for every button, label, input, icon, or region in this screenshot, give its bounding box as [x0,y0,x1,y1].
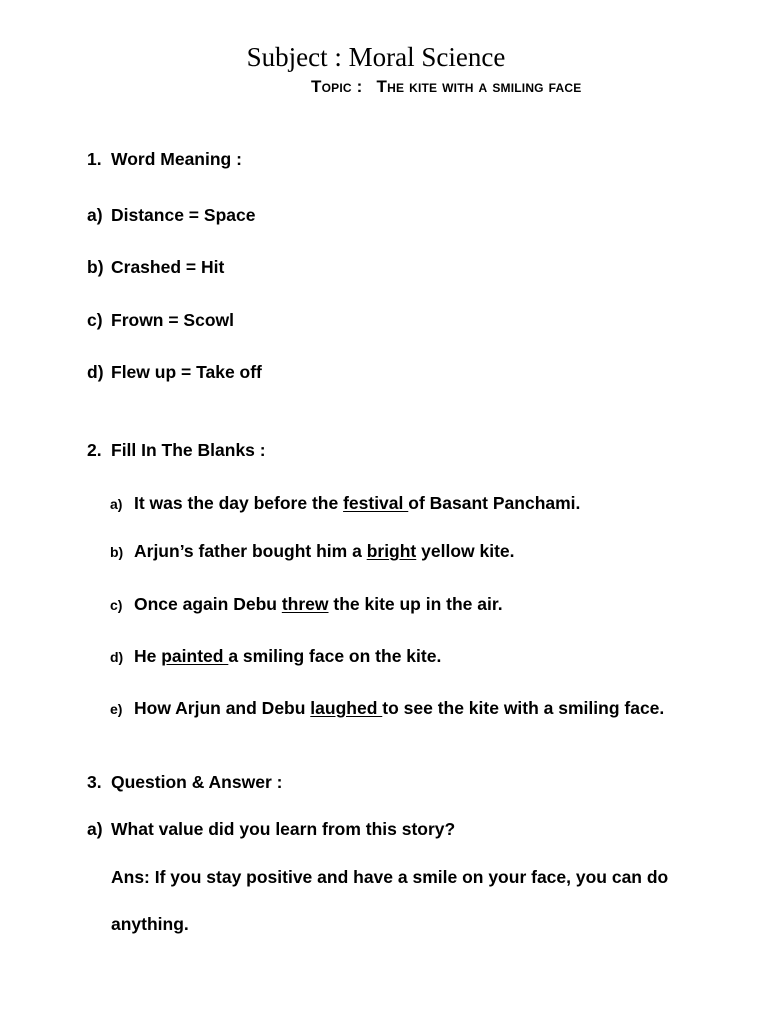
item-mark: b) [87,257,104,277]
section-3-heading [87,772,282,793]
section-heading-text: Question & Answer : [111,772,283,792]
word-meaning-item [87,310,234,331]
answer-line-1: Ans: If you stay positive and have a smile on your face, you can do [111,867,669,887]
blank-answer: festival [343,493,409,513]
item-mark: a) [110,496,123,512]
fill-blank-item [110,594,503,615]
section-number: 1. [87,149,102,169]
sentence-start: Once again Debu [134,594,282,614]
section-1-heading [87,149,242,170]
section-2-heading [87,440,266,461]
item-mark: c) [110,597,123,613]
question-text: What value did you learn from this story? [111,819,456,839]
blank-answer: bright [366,541,417,561]
item-mark: b) [110,544,124,560]
sentence-end: the kite up in the air. [328,594,503,614]
word-meaning-item [87,205,255,226]
topic-line [311,77,581,97]
sentence-end: yellow kite. [416,541,515,561]
section-heading-text: Fill In The Blanks : [111,440,266,460]
blank-answer: threw [281,594,329,614]
subject-title: Subject : Moral Science [246,42,506,72]
topic-label: Topic : [311,77,363,96]
fill-blank-item [110,646,441,667]
fill-blank-item [110,493,580,514]
item-mark: a) [87,819,103,839]
answer-line-2: anything. [111,914,189,934]
item-mark: a) [87,205,103,225]
word-meaning-item [87,362,262,383]
word-meaning-item [87,257,224,278]
item-text: Distance = Space [111,205,256,225]
sentence-end: a smiling face on the kite. [228,646,442,666]
item-text: Crashed = Hit [111,257,225,277]
section-number: 3. [87,772,102,792]
item-mark: d) [110,649,124,665]
item-mark: c) [87,310,103,330]
sentence-start: How Arjun and Debu [134,698,311,718]
blank-answer: laughed [310,698,383,718]
item-text: Flew up = Take off [111,362,262,382]
sentence-start: It was the day before the [134,493,344,513]
sentence-start: Arjun’s father bought him a [134,541,367,561]
item-mark: d) [87,362,104,382]
question-item [87,819,455,840]
fill-blank-item [110,698,664,719]
item-text: Frown = Scowl [111,310,235,330]
fill-blank-item [110,541,515,562]
blank-answer: painted [161,646,229,666]
sentence-end: of Basant Panchami. [408,493,581,513]
topic-title: The kite with a smiling face [376,77,582,96]
section-number: 2. [87,440,102,460]
section-heading-text: Word Meaning : [111,149,242,169]
item-mark: e) [110,701,123,717]
sentence-end: to see the kite with a smiling face. [382,698,665,718]
sentence-start: He [134,646,162,666]
